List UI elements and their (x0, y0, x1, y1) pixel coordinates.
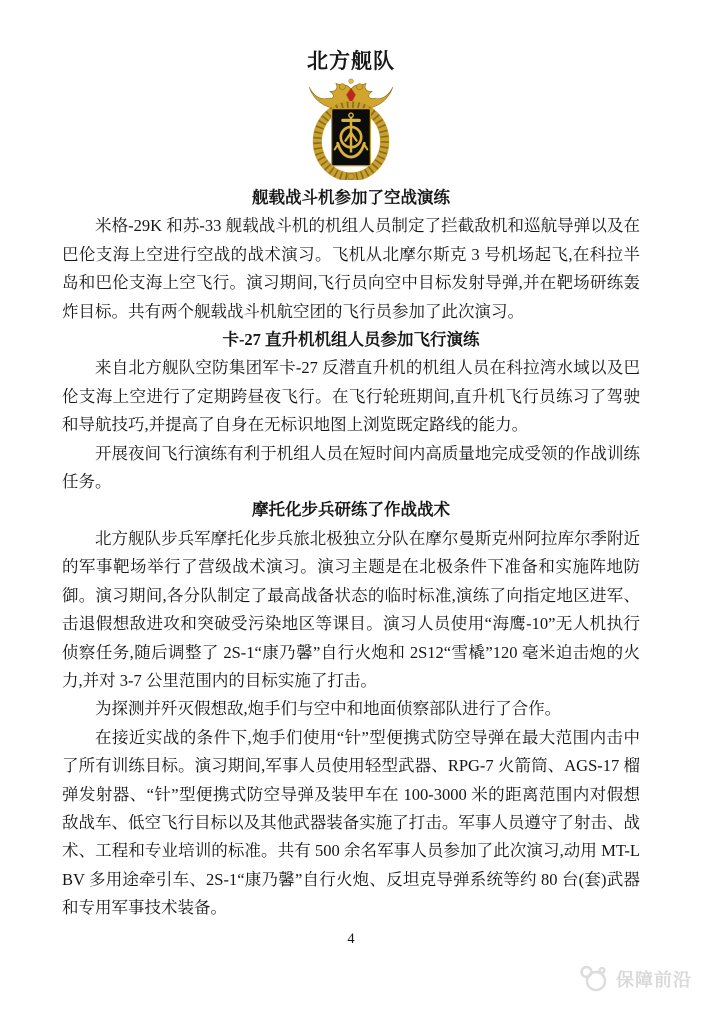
page-footer (62, 930, 640, 948)
paragraph: 北方舰队步兵军摩托化步兵旅北极独立分队在摩尔曼斯克州阿拉库尔季附近的军事靶场举行了营级战术演习。演习主题是在北极条件下准备和实施阵地防御。演习期间,各分队制定了最高战备状态的临时标准,演练了向指定地区进军、击退假想敌进攻和突破受污染地区等课目。演习人员使用“海鹰-10”无人机执行侦察任务,随后调整了 2S-1“康乃馨”自行火炮和 2S12“雪橇”120 毫米迫击炮的火力,并对 3-7 公里范围内的目标实施了打击。 (62, 528, 640, 690)
paragraph: 在接近实战的条件下,炮手们使用“针”型便携式防空导弹在最大范围内击中了所有训练目标。演习期间,军事人员使用轻型武器、RPG-7 火箭筒、AGS-17 榴弹发射器、“针”型便携式防空导弹及装甲车在 100-3000 米的距离范围内对假想敌战车、低空飞行目标以及其他武器装备实施了打击。军事人员遵守了射击、战术、工程和专业培训的标准。共有 500 余名军事人员参加了此次演习,动用 MT-LBV 多用途牵引车、2S-1“康乃馨”自行火炮、反坦克导弹系统等约 80 台(套)武器和专用军事技术装备。 (62, 727, 640, 918)
paragraph: 开展夜间飞行演练有利于机组人员在短时间内高质量地完成受领的作战训练任务。 (62, 443, 640, 492)
northern-fleet-emblem-icon (304, 78, 398, 180)
section-heading: 舰载战斗机参加了空战演练 (252, 188, 450, 207)
paragraph: 来自北方舰队空防集团军卡-27 反潜直升机的机组人员在科拉湾水域以及巴伦支海上空进行了定期跨昼夜飞行。在飞行轮班期间,直升机飞行员练习了驾驶和导航技巧,并提高了自身在无标识地图上浏览既定路线的能力。 (62, 358, 640, 435)
paragraph: 米格-29K 和苏-33 舰载战斗机的机组人员制定了拦截敌机和巡航导弹以及在巴伦支海上空进行空战的战术演习。飞机从北摩尔斯克 3 号机场起飞,在科拉半岛和巴伦支海上空飞行。演习期间,飞行员向空中目标发射导弹,并在靶场研练轰炸目标。共有两个舰载战斗机航空团的飞行员参加了此次演习。 (62, 216, 640, 321)
watermark-logo (577, 964, 692, 994)
section-motorized-infantry (62, 496, 640, 922)
page-number: 4 (347, 930, 355, 947)
section-carrier-fighters (62, 184, 640, 326)
section-heading: 摩托化步兵研练了作战战术 (252, 500, 450, 520)
section-ka27-helicopters (62, 326, 640, 496)
page-title: 北方舰队 (307, 49, 395, 73)
section-heading: 卡-27 直升机机组人员参加飞行演练 (222, 330, 480, 350)
watermark-icon (577, 964, 611, 994)
watermark-label: 保障前沿 (616, 970, 692, 990)
paragraph: 为探测并歼灭假想敌,炮手们与空中和地面侦察部队进行了合作。 (95, 699, 562, 719)
northern-fleet-emblem (62, 78, 640, 182)
